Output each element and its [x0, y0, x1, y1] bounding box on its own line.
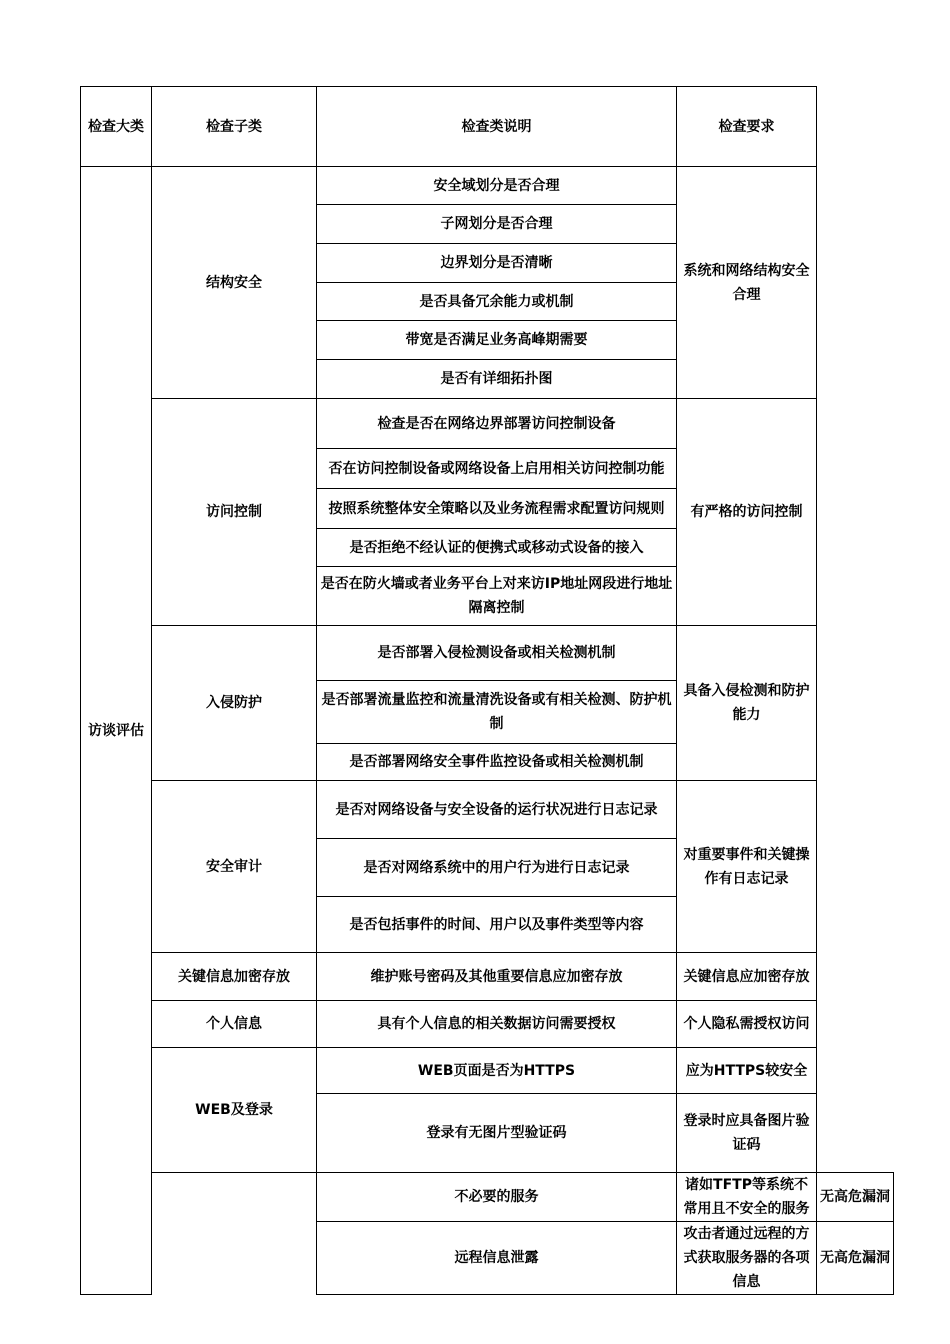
description-cell: 带宽是否满足业务高峰期需要 — [317, 321, 677, 360]
requirement-cell: 具备入侵检测和防护能力 — [677, 626, 817, 781]
table-row — [81, 953, 894, 1001]
description-cell: 子网划分是否合理 — [317, 205, 677, 244]
header-row — [81, 87, 894, 167]
description-cell: WEB页面是否为HTTPS — [317, 1048, 677, 1094]
description-cell: 是否部署流量监控和流量清洗设备或有相关检测、防护机制 — [317, 681, 677, 744]
category-cell-empty — [152, 1173, 317, 1295]
subcategory-cell: 入侵防护 — [152, 626, 317, 781]
table-row — [81, 399, 894, 449]
requirement-cell: 应为HTTPS较安全 — [677, 1048, 817, 1094]
requirement-cell: 有严格的访问控制 — [677, 399, 817, 626]
description-cell: 否在访问控制设备或网络设备上启用相关访问控制功能 — [317, 449, 677, 489]
description-cell: 是否拒绝不经认证的便携式或移动式设备的接入 — [317, 529, 677, 567]
requirement-cell: 无高危漏洞 — [817, 1173, 894, 1222]
header-requirement: 检查要求 — [677, 87, 817, 167]
description-cell: 攻击者通过远程的方式获取服务器的各项信息 — [677, 1222, 817, 1295]
description-cell: 诸如TFTP等系统不常用且不安全的服务 — [677, 1173, 817, 1222]
description-cell: 按照系统整体安全策略以及业务流程需求配置访问规则 — [317, 489, 677, 529]
subcategory-cell: 安全审计 — [152, 781, 317, 953]
requirement-cell: 无高危漏洞 — [817, 1222, 894, 1295]
description-cell: 维护账号密码及其他重要信息应加密存放 — [317, 953, 677, 1001]
description-cell: 安全域划分是否合理 — [317, 167, 677, 205]
description-cell: 登录有无图片型验证码 — [317, 1094, 677, 1173]
table-row — [81, 1048, 894, 1094]
requirement-cell: 系统和网络结构安全合理 — [677, 167, 817, 399]
description-cell: 检查是否在网络边界部署访问控制设备 — [317, 399, 677, 449]
subcategory-cell: 访问控制 — [152, 399, 317, 626]
requirement-cell: 对重要事件和关键操作有日志记录 — [677, 781, 817, 953]
header-category: 检查大类 — [81, 87, 152, 167]
header-description: 检查类说明 — [317, 87, 677, 167]
requirement-cell: 登录时应具备图片验证码 — [677, 1094, 817, 1173]
subcategory-cell: 不必要的服务 — [317, 1173, 677, 1222]
table-row — [81, 626, 894, 681]
table-row — [81, 1001, 894, 1048]
table-row — [81, 1173, 894, 1222]
description-cell: 是否在防火墙或者业务平台上对来访IP地址网段进行地址隔离控制 — [317, 567, 677, 626]
subcategory-cell: 个人信息 — [152, 1001, 317, 1048]
description-cell: 是否具备冗余能力或机制 — [317, 283, 677, 321]
description-cell: 是否对网络设备与安全设备的运行状况进行日志记录 — [317, 781, 677, 839]
description-cell: 是否部署入侵检测设备或相关检测机制 — [317, 626, 677, 681]
requirement-cell: 关键信息应加密存放 — [677, 953, 817, 1001]
inspection-table — [80, 86, 894, 1295]
subcategory-cell: 远程信息泄露 — [317, 1222, 677, 1295]
description-cell: 具有个人信息的相关数据访问需要授权 — [317, 1001, 677, 1048]
description-cell: 是否对网络系统中的用户行为进行日志记录 — [317, 839, 677, 897]
description-cell: 是否包括事件的时间、用户以及事件类型等内容 — [317, 897, 677, 953]
description-cell: 是否有详细拓扑图 — [317, 360, 677, 399]
subcategory-cell: 结构安全 — [152, 167, 317, 399]
header-subcategory: 检查子类 — [152, 87, 317, 167]
table-row — [81, 781, 894, 839]
description-cell: 边界划分是否清晰 — [317, 244, 677, 283]
subcategory-cell: 关键信息加密存放 — [152, 953, 317, 1001]
category-interview: 访谈评估 — [81, 167, 152, 1295]
description-cell: 是否部署网络安全事件监控设备或相关检测机制 — [317, 744, 677, 781]
requirement-cell: 个人隐私需授权访问 — [677, 1001, 817, 1048]
subcategory-cell: WEB及登录 — [152, 1048, 317, 1173]
table-row — [81, 167, 894, 205]
